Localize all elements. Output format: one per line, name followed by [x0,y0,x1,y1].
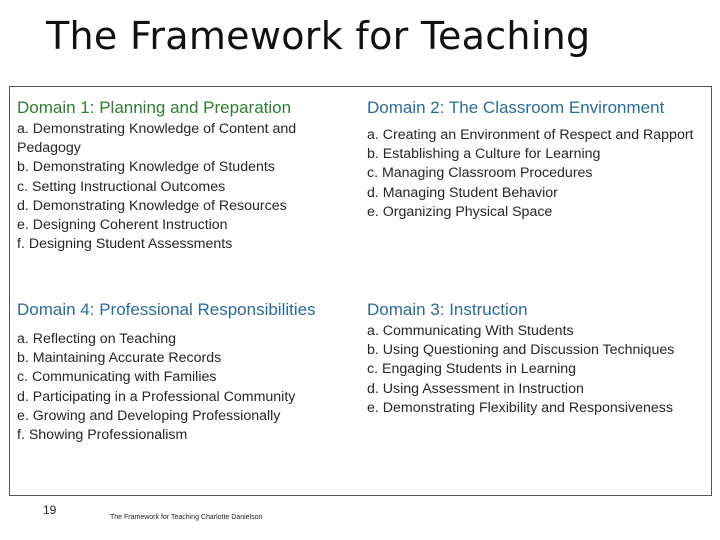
domain-2-item-d: d. Managing Student Behavior [367,184,558,201]
domain-4-heading: Domain 4: Professional Responsibilities [17,300,316,319]
domain-3-item-a: a. Communicating With Students [367,323,574,339]
page-number: 19 [43,503,57,517]
domain-2-item-e: e. Organizing Physical Space [367,203,553,220]
domain-3-heading: Domain 3: Instruction [367,300,528,319]
domain-4-item-b: b. Maintaining Accurate Records [17,350,222,367]
domain-1-heading: Domain 1: Planning and Preparation [17,98,292,117]
domain-4-item-e: e. Growing and Developing Professionally [17,407,281,424]
footer-citation: The Framework for Teaching Charlotte Danielson [110,514,263,521]
domain-3-item-d: d. Using Assessment in Instruction [367,380,584,397]
domain-1-item-e: e. Designing Coherent Instruction [17,217,228,234]
domain-4-item-a: a. Reflecting on Teaching [17,331,177,347]
domain-3-item-c: c. Engaging Students in Learning [367,361,577,378]
domain-3-item-e: e. Demonstrating Flexibility and Responsiveness [367,399,673,416]
domain-3-item-b: b. Using Questioning and Discussion Techniques [367,342,675,359]
domain-2-heading: Domain 2: The Classroom Environment [367,98,665,117]
domain-1-item-c: c. Setting Instructional Outcomes [17,178,226,195]
domain-2-item-b: b. Establishing a Culture for Learning [367,146,601,163]
page-title: The Framework for Teaching [46,14,591,58]
domain-3-panel [367,299,707,418]
domain-1-item-d: d. Demonstrating Knowledge of Resources [17,197,287,214]
domain-2-item-a: a. Creating an Environment of Respect and Rapport [367,127,694,143]
domain-1-item-f: f. Designing Student Assessments [17,236,233,253]
domain-1-item-a: a. Demonstrating Knowledge of Content and Pedagogy [17,121,297,157]
domain-4-item-d: d. Participating in a Professional Community [17,388,296,405]
domain-1-panel [17,97,347,254]
domain-4-item-f: f. Showing Professionalism [17,427,188,444]
domain-4-panel [17,299,347,445]
domain-2-item-c: c. Managing Classroom Procedures [367,165,593,182]
domain-4-item-c: c. Communicating with Families [17,369,217,386]
domain-1-item-b: b. Demonstrating Knowledge of Students [17,159,275,176]
domain-2-panel [367,97,707,222]
